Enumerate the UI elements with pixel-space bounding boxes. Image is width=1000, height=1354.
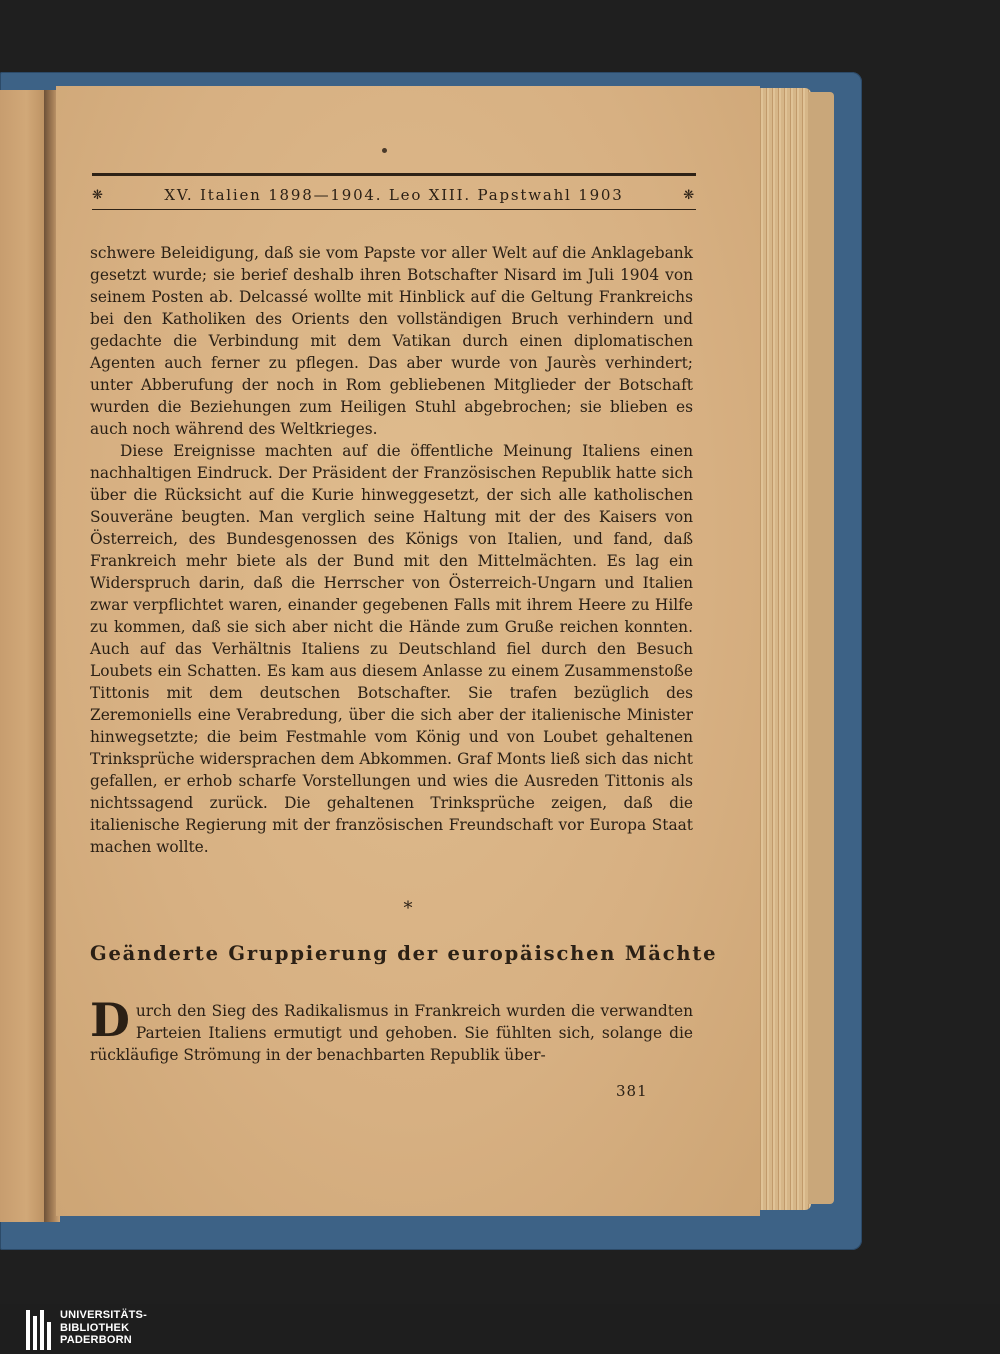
library-logo-icon — [26, 1310, 52, 1350]
body-text — [90, 242, 693, 858]
running-head-text: XV. Italien 1898—1904. Leo XIII. Papstwahl 1903 — [164, 186, 624, 204]
left-facing-page — [0, 90, 48, 1222]
logo-line: PADERBORN — [60, 1334, 132, 1346]
ornament-right-icon: ❋ — [683, 187, 696, 203]
footer-bar — [0, 1304, 1000, 1354]
section-heading: Geänderte Gruppierung der europäischen Mächte — [90, 942, 718, 965]
section-separator: * — [403, 898, 413, 919]
paragraph — [90, 993, 693, 1066]
endpaper — [808, 92, 834, 1204]
running-head — [92, 184, 696, 206]
section-text — [90, 993, 693, 1066]
ornament-left-icon: ❋ — [92, 187, 105, 203]
page-number: 381 — [616, 1082, 648, 1100]
section-paragraph-text: urch den Sieg des Radikalismus in Frankreich wurden die verwandten Parteien Italiens ermutigt und gehoben. Sie fühlten sich, solange die rückläufige Strömung in der benachbarten Republik über- — [90, 1002, 693, 1064]
paragraph: Diese Ereignisse machten auf die öffentliche Meinung Italiens einen nachhaltigen Eindruck. Der Präsident der Französischen Republik hatte sich über die Rücksicht auf die Kurie hinweggesetzt, der sich alle katholischen Souveräne beugten. Man verglich seine Haltung mit der des Kaisers von Österreich, des Bundesgenossen des Königs von Italien, und fand, daß Frankreich mehr biete als der Bund mit den Mittelmächten. Es lag ein Widerspruch darin, daß die Herrscher von Österreich-Ungarn und Italien zwar verpflichtet waren, einander gegebenen Falls mit ihrem Heere zu Hilfe zu kommen, daß sie sich aber nicht die Hände zum Gruße reichen konnten. Auch auf das Verhältnis Italiens zu Deutschland fiel durch den Besuch Loubets ein Schatten. Es kam aus diesem Anlasse zu einem Zusammenstoße Tittonis mit dem deutschen Botschafter. Sie trafen bezüglich des Zeremoniells eine Verabredung, über die sich aber der italienische Minister hinwegsetzte; die beim Festmahle vom König und von Loubet gehaltenen Trinksprüche widersprachen dem Abkommen. Graf Monts ließ sich das nicht gefallen, er erhob scharfe Vorstellungen und wies die Ausreden Tittonis als nichtssagend zurück. Die gehaltenen Trinksprüche zeigen, daß die italienische Regierung mit der französischen Freundschaft vor Europa Staat machen wollte. — [90, 442, 693, 856]
drop-cap: D — [90, 993, 130, 1047]
running-header — [92, 173, 696, 217]
logo-line: UNIVERSITÄTS- — [60, 1309, 147, 1321]
book-page — [56, 86, 760, 1216]
paragraph: schwere Beleidigung, daß sie vom Papste vor aller Welt auf die Anklagebank gesetzt wurde; sie berief deshalb ihren Botschafter Nisard im Juli 1904 von seinem Posten ab. Delcassé wollte mit Hinblick auf die Geltung Frankreichs bei den Katholiken des Orients den vollständigen Bruch verhindern und gedachte die Verbindung mit dem Vatikan durch einen diplomatischen Agenten auch ferner zu pflegen. Das aber wurde von Jaurès verhindert; unter Abberufung der noch in Rom gebliebenen Mitglieder der Botschaft wurden die Beziehungen zum Heiligen Stuhl abgebrochen; sie blieben es auch noch während des Weltkrieges. — [90, 244, 693, 438]
header-rule-bottom — [92, 209, 696, 210]
ink-dot — [382, 148, 387, 153]
header-rule-top — [92, 173, 696, 176]
logo-line: BIBLIOTHEK — [60, 1321, 130, 1334]
library-logo-text — [60, 1309, 147, 1347]
